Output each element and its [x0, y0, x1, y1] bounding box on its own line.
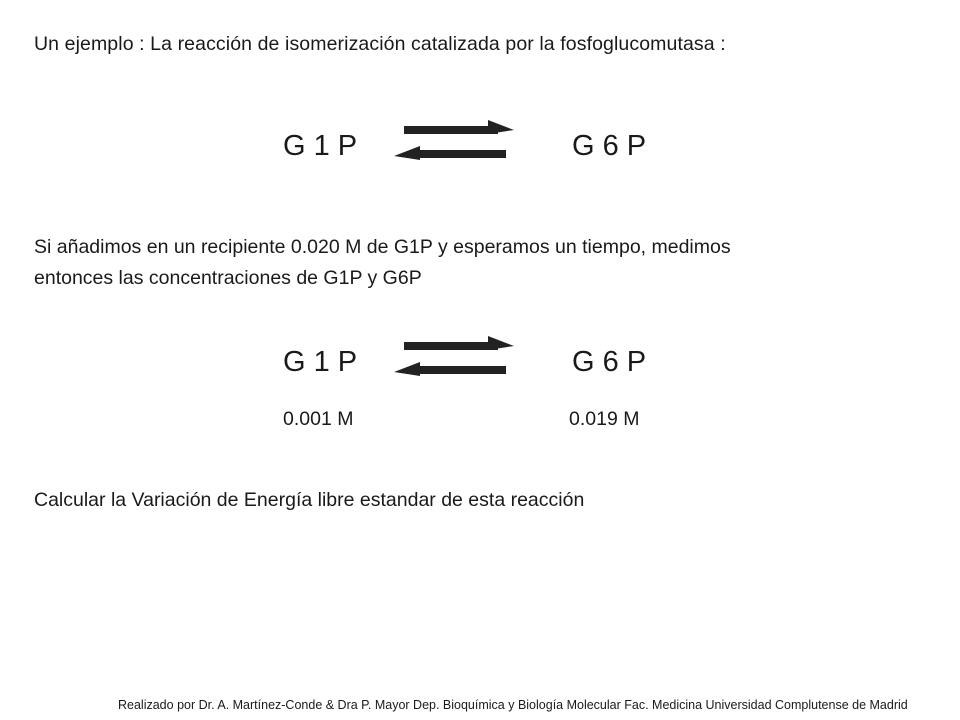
equilibrium-arrows-icon: [392, 120, 516, 166]
task-text: Calcular la Variación de Energía libre estandar de esta reacción: [34, 489, 585, 511]
footer-credits: Realizado por Dr. A. Martínez-Conde & Dra P. Mayor Dep. Bioquímica y Biología Molecular Fac. Medicina Universidad Complutense de Madrid: [118, 698, 908, 712]
product-g6p: G 6 P: [572, 130, 647, 162]
product-g6p-2: G 6 P: [572, 346, 647, 378]
intro-text: Un ejemplo : La reacción de isomerización catalizada por la fosfoglucomutasa :: [34, 33, 726, 55]
paragraph-line-2: entonces las concentraciones de G1P y G6P: [34, 267, 422, 289]
equilibrium-arrows-icon: [392, 336, 516, 382]
reactant-g1p-2: G 1 P: [283, 346, 358, 378]
paragraph-line-1: Si añadimos en un recipiente 0.020 M de G1P y esperamos un tiempo, medimos: [34, 236, 731, 258]
g1p-concentration: 0.001 M: [283, 408, 354, 430]
g6p-concentration: 0.019 M: [569, 408, 640, 430]
reactant-g1p: G 1 P: [283, 130, 358, 162]
description-paragraph: [34, 232, 934, 294]
